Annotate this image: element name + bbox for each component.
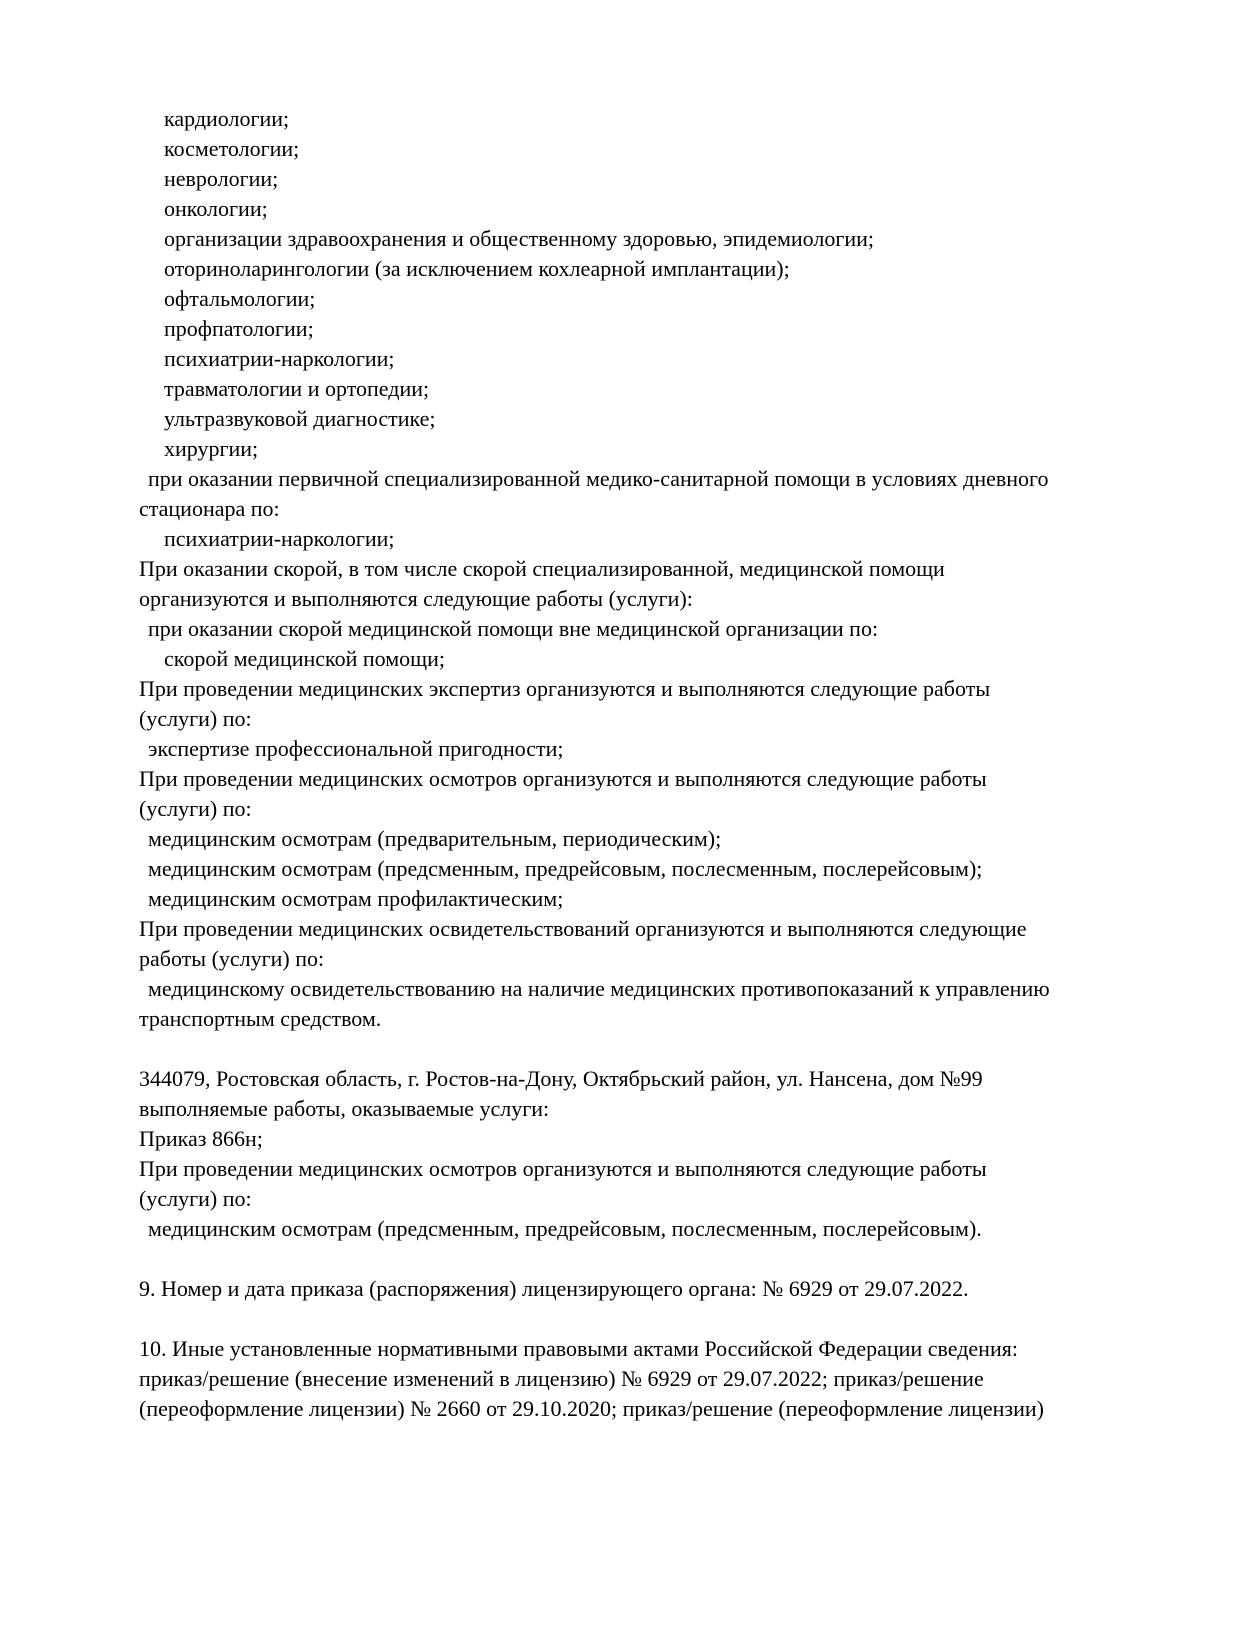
blank-line <box>139 1304 1149 1334</box>
text-line: (услуги) по: <box>139 706 252 731</box>
text-line: скорой медицинской помощи; <box>164 646 446 671</box>
text-line: организуются и выполняются следующие работы (услуги): <box>139 586 693 611</box>
text-line: профпатологии; <box>164 316 314 341</box>
text-line: хирургии; <box>164 436 259 461</box>
text-line: транспортным средством. <box>139 1006 382 1031</box>
text-line: Приказ 866н; <box>139 1126 263 1151</box>
text-line: При проведении медицинских экспертиз организуются и выполняются следующие работы <box>139 676 991 701</box>
text-line: При оказании скорой, в том числе скорой специализированной, медицинской помощи <box>139 556 945 581</box>
text-line: ультразвуковой диагностике; <box>164 406 436 431</box>
text-line: травматологии и ортопедии; <box>164 376 430 401</box>
text-line: При проведении медицинских осмотров организуются и выполняются следующие работы <box>139 766 987 791</box>
text-line: оториноларингологии (за исключением кохлеарной имплантации); <box>164 256 790 281</box>
text-line: 10. Иные установленные нормативными правовыми актами Российской Федерации сведения: <box>139 1336 1018 1361</box>
text-line: (услуги) по: <box>139 796 252 821</box>
blank-line <box>139 1034 1149 1064</box>
text-line: 9. Номер и дата приказа (распоряжения) лицензирующего органа: № 6929 от 29.07.2022. <box>139 1276 969 1301</box>
blank-line <box>139 1244 1149 1274</box>
text-line: работы (услуги) по: <box>139 946 325 971</box>
text-line: неврологии; <box>164 166 279 191</box>
text-line: выполняемые работы, оказываемые услуги: <box>139 1096 550 1121</box>
text-line: При проведении медицинских осмотров организуются и выполняются следующие работы <box>139 1156 987 1181</box>
document-text <box>139 104 1149 1424</box>
text-line: кардиологии; <box>164 106 290 131</box>
text-line: медицинскому освидетельствованию на наличие медицинских противопоказаний к управлению <box>148 976 1050 1001</box>
text-line: организации здравоохранения и общественному здоровью, эпидемиологии; <box>164 226 875 251</box>
text-line: онкологии; <box>164 196 268 221</box>
text-line: психиатрии-наркологии; <box>164 346 395 371</box>
text-line: (переоформление лицензии) № 2660 от 29.10.2020; приказ/решение (переоформление лицензии) <box>139 1396 1044 1421</box>
text-line: психиатрии-наркологии; <box>164 526 395 551</box>
text-line: медицинским осмотрам (предсменным, предрейсовым, послесменным, послерейсовым); <box>148 856 983 881</box>
text-line: при оказании скорой медицинской помощи вне медицинской организации по: <box>148 616 879 641</box>
text-line: При проведении медицинских освидетельствований организуются и выполняются следующие <box>139 916 1027 941</box>
text-line: при оказании первичной специализированной медико-санитарной помощи в условиях дневного <box>148 466 1049 491</box>
text-line: 344079, Ростовская область, г. Ростов-на-Дону, Октябрьский район, ул. Нансена, дом №99 <box>139 1066 983 1091</box>
text-line: медицинским осмотрам (предварительным, периодическим); <box>148 826 722 851</box>
text-line: стационара по: <box>139 496 280 521</box>
text-line: косметологии; <box>164 136 300 161</box>
text-line: офтальмологии; <box>164 286 316 311</box>
text-line: приказ/решение (внесение изменений в лицензию) № 6929 от 29.07.2022; приказ/решение <box>139 1366 984 1391</box>
text-line: экспертизе профессиональной пригодности; <box>148 736 564 761</box>
text-line: (услуги) по: <box>139 1186 252 1211</box>
text-line: медицинским осмотрам (предсменным, предрейсовым, послесменным, послерейсовым). <box>148 1216 982 1241</box>
text-line: медицинским осмотрам профилактическим; <box>148 886 564 911</box>
